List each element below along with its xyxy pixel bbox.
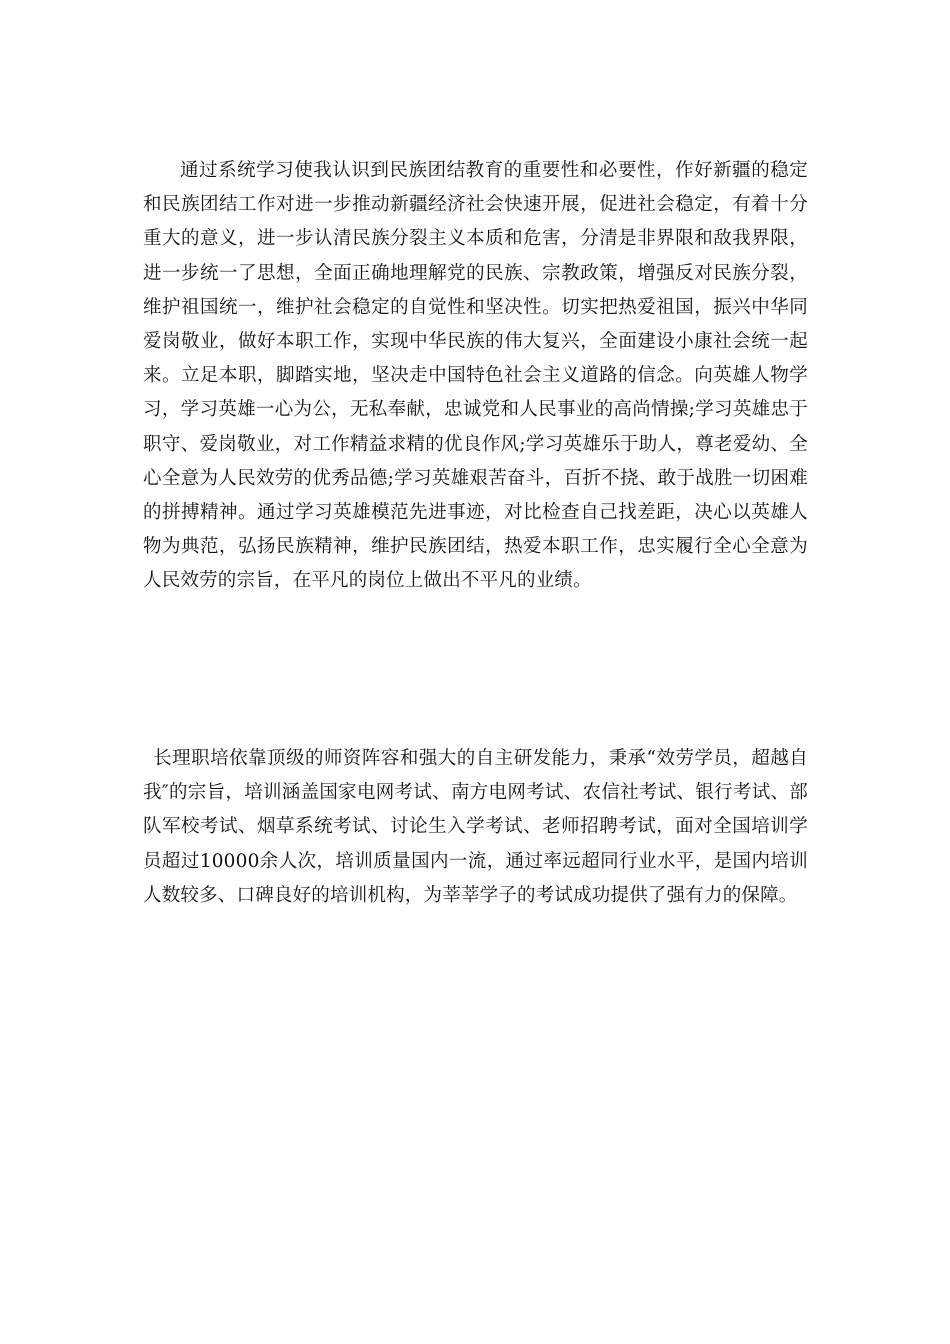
body-paragraph-ethnic-unity: 通过系统学习使我认识到民族团结教育的重要性和必要性，作好新疆的稳定和民族团结工作对进一步推动新疆经济社会快速开展，促进社会稳定，有着十分重大的意义，进一步认清民族分裂主义本质和危害，分清是非界限和敌我界限，进一步统一了思想，全面正确地理解党的民族、宗教政策，增强反对民族分裂，维护祖国统一，维护社会稳定的自觉性和坚决性。切实把热爱祖国，振兴中华同爱岗敬业，做好本职工作，实现中华民族的伟大复兴，全面建设小康社会统一起来。立足本职，脚踏实地，坚决走中国特色社会主义道路的信念。向英雄人物学习，学习英雄一心为公，无私奉献，忠诚党和人民事业的高尚情操;学习英雄忠于职守、爱岗敬业，对工作精益求精的优良作风;学习英雄乐于助人，尊老爱幼、全心全意为人民效劳的优秀品德;学习英雄艰苦奋斗，百折不挠、敢于战胜一切困难的拼搏精神。通过学习英雄模范先进事迹，对比检查自己找差距，决心以英雄人物为典范，弘扬民族精神，维护民族团结，热爱本职工作，忠实履行全心全意为人民效劳的宗旨，在平凡的岗位上做出不平凡的业绩。 [143, 160, 808, 592]
body-paragraph-training-institution: 长理职培依靠顶级的师资阵容和强大的自主研发能力，秉承“效劳学员，超越自我″的宗旨，培训涵盖国家电网考试、南方电网考试、农信社考试、银行考试、部队军校考试、烟草系统考试、讨论生入学考试、老师招聘考试，面对全国培训学员超过10000余人次，培训质量国内一流，通过率远超同行业水平，是国内培训人数较多、口碑良好的培训机构，为莘莘学子的考试成功提供了强有力的保障。 [143, 748, 808, 906]
